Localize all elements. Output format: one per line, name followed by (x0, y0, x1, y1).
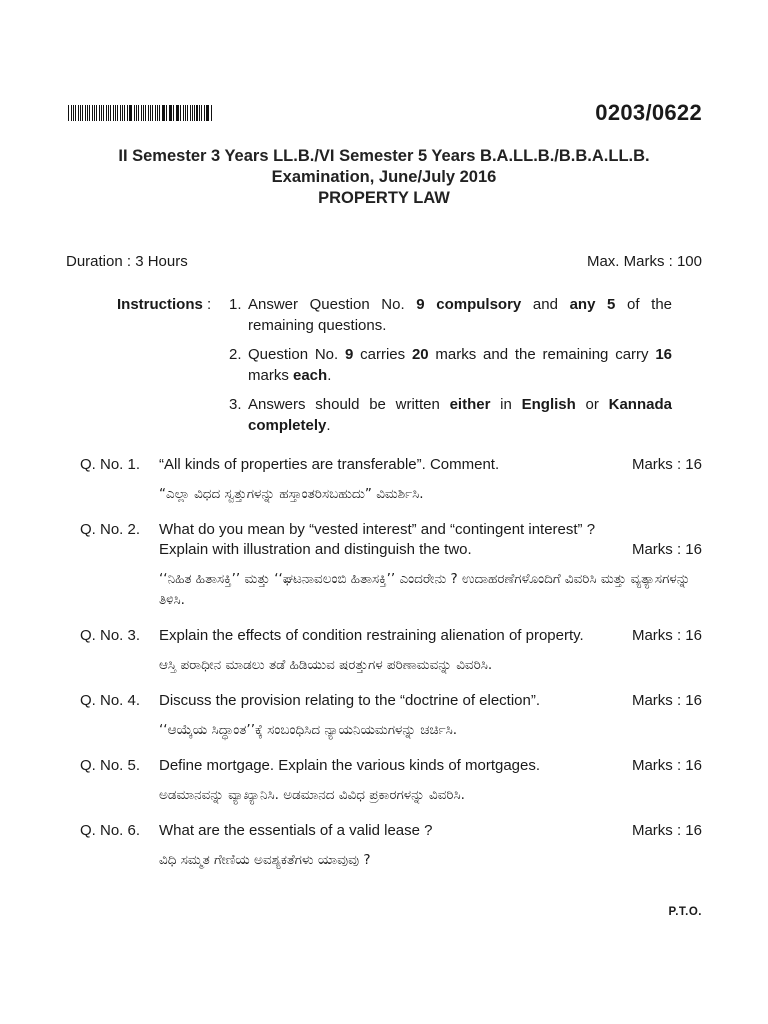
instructions-list (229, 294, 672, 444)
instruction-number: 1. (229, 296, 242, 313)
course-line: II Semester 3 Years LL.B./VI Semester 5 Years B.A.LL.B./B.B.A.LL.B. (118, 147, 650, 165)
barcode-bar (94, 105, 95, 121)
question-number: Q. No. 5. (80, 757, 141, 774)
question-marks: Marks : 16 (631, 541, 702, 558)
barcode-bar (194, 105, 195, 121)
barcode-bar (152, 105, 153, 121)
barcode-bar (124, 105, 125, 121)
question-text-english: What do you mean by “vested interest” and “contingent interest” ? Explain with illustration and distinguish the two. (159, 521, 596, 558)
barcode-bar (68, 105, 69, 121)
barcode-bar (176, 105, 177, 121)
barcode-bar (185, 105, 186, 121)
barcode-bar (180, 105, 181, 121)
question-text-english: “All kinds of properties are transferable”. Comment. (159, 456, 500, 473)
question-number: Q. No. 4. (80, 692, 141, 709)
question-number: Q. No. 2. (80, 521, 141, 538)
barcode-bar (155, 105, 156, 121)
barcode-bar (85, 105, 86, 121)
barcode-bar (108, 105, 109, 121)
barcode-bar (117, 105, 118, 121)
question-item (80, 455, 702, 505)
barcode-bar (136, 105, 137, 121)
barcode-bar (115, 105, 116, 121)
barcode-bar (169, 105, 170, 121)
instruction-text: Answers should be written either in English or Kannada completely. (248, 396, 672, 434)
question-marks: Marks : 16 (631, 692, 702, 709)
barcode-bar (141, 105, 142, 121)
barcode-bar (206, 105, 207, 121)
barcode-bar (130, 105, 131, 121)
barcode-bar (75, 105, 76, 121)
instruction-item (229, 294, 672, 336)
instruction-item (229, 344, 672, 386)
barcode-bar (127, 105, 128, 121)
barcode-bar (73, 105, 74, 121)
question-item (80, 626, 702, 676)
barcode-bar (187, 105, 188, 121)
barcode-bar (138, 105, 139, 121)
barcode-bar (207, 105, 208, 121)
barcode-bar (101, 105, 102, 121)
question-text-english: Define mortgage. Explain the various kinds of mortgages. (159, 757, 541, 774)
barcode-bar (166, 105, 167, 121)
question-marks: Marks : 16 (631, 456, 702, 473)
instructions-label: Instructions : (117, 296, 212, 313)
instruction-number: 2. (229, 346, 242, 363)
meta-row (66, 253, 702, 270)
barcode-bar (120, 105, 121, 121)
barcode-bar (183, 105, 184, 121)
question-number: Q. No. 1. (80, 456, 141, 473)
barcode-bar (96, 105, 97, 121)
subject-title: PROPERTY LAW (318, 189, 450, 207)
barcode-bar (145, 105, 146, 121)
barcode-bar (190, 105, 191, 121)
question-text-kannada: ‘‘ಆಯ್ಕೆಯ ಸಿದ್ಧಾಂತ’’ಕ್ಕೆ ಸಂಬಂಧಿಸಿದ ನ್ಯಾಯನಿಯಮಗಳನ್ನು ಚರ್ಚಿಸಿ. (159, 722, 458, 738)
barcode-bar (89, 105, 90, 121)
barcode-bar (110, 105, 111, 121)
instruction-text: Answer Question No. 9 compulsory and any 5 of the remaining questions. (248, 296, 673, 334)
duration: Duration : 3 Hours (66, 253, 188, 270)
max-marks: Max. Marks : 100 (586, 253, 702, 270)
question-text-kannada: ಆಸ್ತಿ ಪರಾಧೀನ ಮಾಡಲು ತಡೆ ಹಿಡಿಯುವ ಷರತ್ತುಗಳ ಪರಿಣಾಮವನ್ನು ವಿವರಿಸಿ. (159, 657, 493, 673)
question-item (80, 520, 702, 611)
exam-heading (0, 146, 768, 209)
barcode-bar (192, 105, 193, 121)
barcode-bar (99, 105, 100, 121)
barcode-bar (211, 105, 212, 121)
question-item (80, 756, 702, 806)
question-text-kannada: ವಿಧಿ ಸಮ್ಮತ ಗೇಣಿಯ ಅವಶ್ಯಕತೆಗಳು ಯಾವುವು ? (159, 852, 371, 868)
barcode-bar (92, 105, 93, 121)
barcode-bar (82, 105, 83, 121)
barcode-bar (162, 105, 163, 121)
barcode-bar (204, 105, 205, 121)
question-number: Q. No. 3. (80, 627, 141, 644)
barcode-bar (122, 105, 123, 121)
barcode-bar (148, 105, 149, 121)
barcode-bar (163, 105, 164, 121)
barcode-bar (201, 105, 202, 121)
paper-code: 0203/0622 (595, 100, 702, 125)
question-marks: Marks : 16 (631, 757, 702, 774)
barcode-bar (71, 105, 72, 121)
question-text-kannada: “ಎಲ್ಲಾ ವಿಧದ ಸ್ವತ್ತುಗಳನ್ನು ಹಸ್ತಾಂತರಿಸಬಹುದು” ವಿಮರ್ಶಿಸಿ. (159, 486, 424, 502)
barcode-bar (199, 105, 200, 121)
instruction-item (229, 394, 672, 436)
barcode (68, 105, 213, 121)
question-text-english: Discuss the provision relating to the “doctrine of election”. (159, 692, 541, 709)
question-marks: Marks : 16 (631, 627, 702, 644)
question-item (80, 691, 702, 741)
barcode-bar (196, 105, 197, 121)
barcode-bar (87, 105, 88, 121)
exam-session: Examination, June/July 2016 (271, 168, 497, 186)
question-number: Q. No. 6. (80, 822, 141, 839)
question-text-kannada: ಅಡಮಾನವನ್ನು ವ್ಯಾಖ್ಯಾನಿಸಿ. ಅಡಮಾನದ ವಿವಿಧ ಪ್ರಕಾರಗಳನ್ನು ವಿವರಿಸಿ. (159, 787, 465, 803)
instruction-text: Question No. 9 carries 20 marks and the remaining carry 16 marks each. (248, 346, 673, 384)
barcode-bar (159, 105, 160, 121)
barcode-bar (170, 105, 171, 121)
question-text-kannada: ‘‘ನಿಹಿತ ಹಿತಾಸಕ್ತಿ’’ ಮತ್ತು ‘‘ಘಟನಾವಲಂಬಿ ಹಿತಾಸಕ್ತಿ’’ ಎಂದರೇನು ? ಉದಾಹರಣೆಗಳೊಂದಿಗೆ ವಿವರಿಸಿ ಮತ್ತು ವ್ಯತ್ಯಾಸಗಳನ್ನು ತಿಳಿಸಿ. (159, 571, 691, 608)
question-item (80, 821, 702, 871)
barcode-bar (103, 105, 104, 121)
instructions (117, 294, 672, 444)
barcode-bar (134, 105, 135, 121)
barcode-bar (177, 105, 178, 121)
question-marks: Marks : 16 (631, 822, 702, 839)
barcode-bar (129, 105, 130, 121)
barcode-bar (80, 105, 81, 121)
question-text-english: What are the essentials of a valid lease ? (159, 822, 433, 839)
barcode-bar (113, 105, 114, 121)
instruction-number: 3. (229, 396, 242, 413)
barcode-bar (150, 105, 151, 121)
barcode-bar (143, 105, 144, 121)
question-list (80, 455, 702, 886)
barcode-bar (106, 105, 107, 121)
question-text-english: Explain the effects of condition restraining alienation of property. (159, 627, 584, 644)
barcode-bar (157, 105, 158, 121)
pto-note: P.T.O. (668, 906, 702, 918)
barcode-bar (173, 105, 174, 121)
barcode-bar (78, 105, 79, 121)
